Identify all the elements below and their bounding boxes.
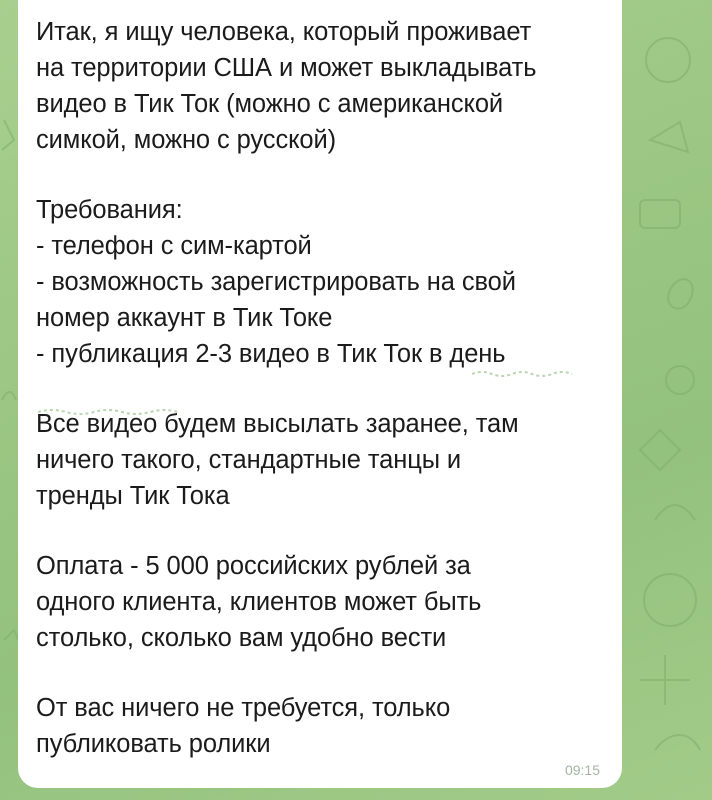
message-bubble[interactable] <box>18 0 622 788</box>
message-paragraph-intro <box>36 14 598 158</box>
message-line: - возможность зарегистрировать на свой <box>36 268 516 296</box>
message-line: тренды Тик Тока <box>36 482 230 510</box>
message-line: Требования: <box>36 196 183 224</box>
message-paragraph-closing <box>36 690 598 762</box>
message-line: Все видео будем высылать заранее, там <box>36 410 519 438</box>
message-line: - телефон с сим-картой <box>36 232 312 260</box>
message-line: Итак, я ищу человека, который проживает <box>36 18 532 46</box>
message-line: публиковать ролики <box>36 730 271 758</box>
message-line: одного клиента, клиентов может быть <box>36 588 482 616</box>
message-line: - публикация 2-3 видео в Тик Ток в день <box>36 340 506 368</box>
message-paragraph-requirements <box>36 192 598 372</box>
message-line: От вас ничего не требуется, только <box>36 694 451 722</box>
message-line: симкой, можно с русской) <box>36 126 337 154</box>
message-line: на территории США и может выкладывать <box>36 54 537 82</box>
message-paragraph-payment <box>36 548 598 656</box>
message-line: видео в Тик Ток (можно с американской <box>36 90 504 118</box>
message-line: Оплата - 5 000 российских рублей за <box>36 552 471 580</box>
message-line: столько, сколько вам удобно вести <box>36 624 447 652</box>
message-paragraph-videos <box>36 406 598 514</box>
message-line: ничего такого, стандартные танцы и <box>36 446 462 474</box>
message-line: номер аккаунт в Тик Токе <box>36 304 333 332</box>
message-timestamp: 09:15 <box>564 762 600 778</box>
